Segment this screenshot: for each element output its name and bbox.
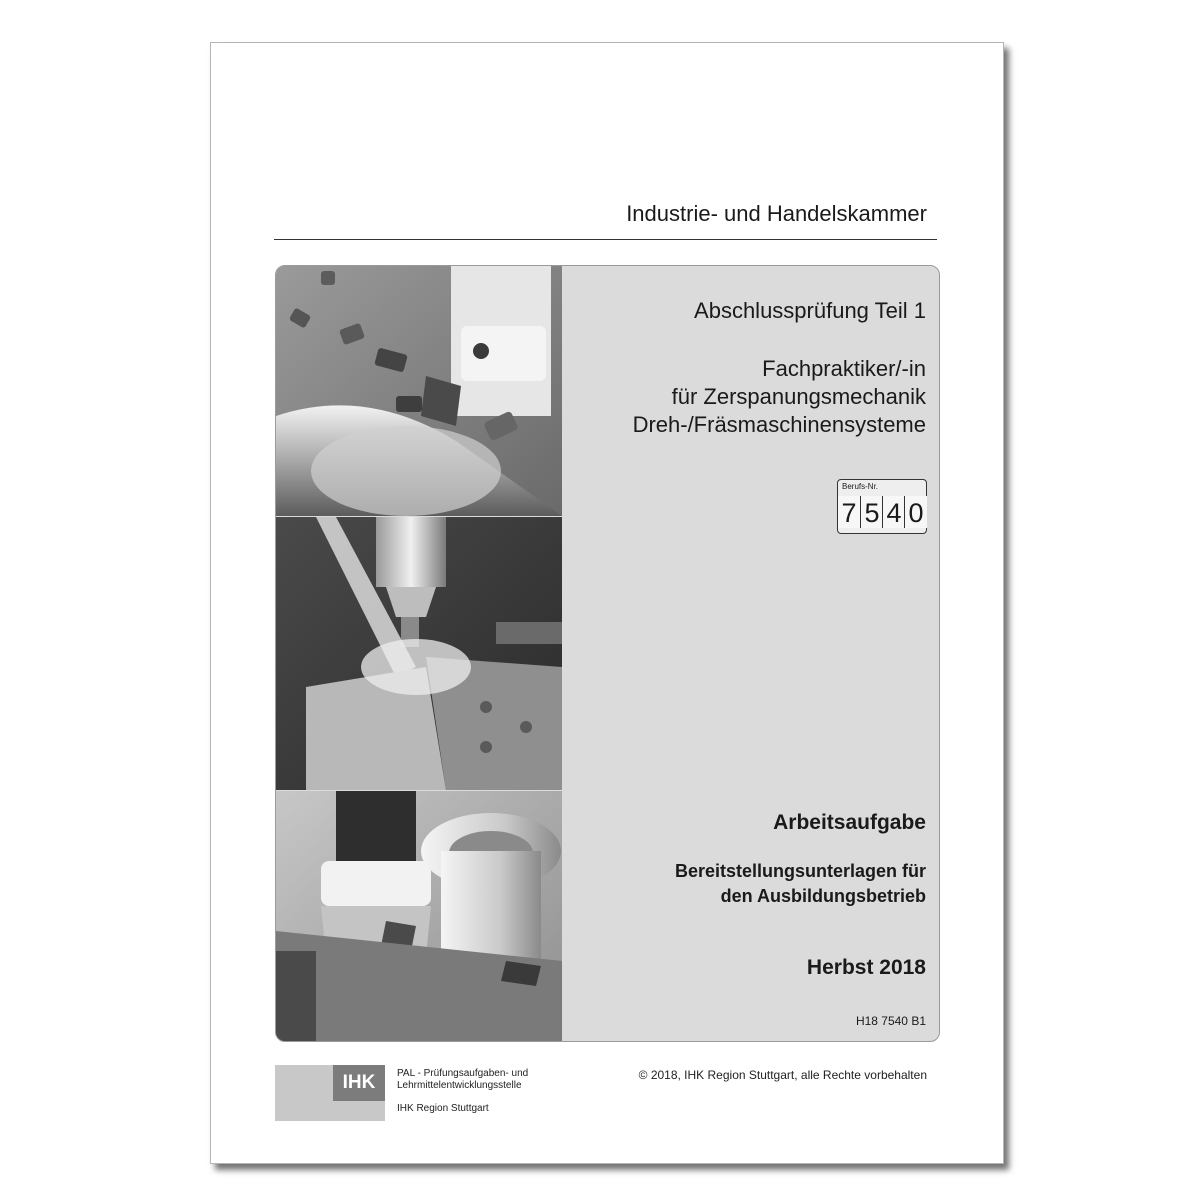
ihk-region: IHK Region Stuttgart [397,1103,489,1114]
berufs-nr-box [837,479,927,534]
exam-info-column [562,266,939,1041]
exam-title: Abschlussprüfung Teil 1 [694,298,926,323]
profession-specialty: Dreh-/Fräsmaschinensysteme [632,412,926,437]
profession-title-line1: Fachpraktiker/-in [762,356,926,381]
pal-name-line1: PAL - Prüfungsaufgaben- und [397,1068,529,1079]
face-mill-photo [276,791,562,1041]
pal-name-line2: Lehrmittelentwicklungsstelle [397,1080,522,1091]
cover-panel [275,265,940,1042]
turning-tool-photo [276,266,562,516]
task-description-line2: den Ausbildungsbetrieb [720,886,926,906]
berufs-nr-digit: 5 [860,496,883,528]
copyright-notice: © 2018, IHK Region Stuttgart, alle Rechte vorbehalten [638,1068,927,1082]
berufs-nr-digit: 7 [838,496,860,528]
berufs-nr-label: Berufs-Nr. [842,482,879,491]
milling-coolant-photo [276,517,562,790]
ihk-logo: IHK [333,1065,385,1101]
exam-season: Herbst 2018 [806,956,926,979]
berufs-nr-digit: 4 [882,496,905,528]
task-name: Arbeitsaufgabe [773,811,926,834]
berufs-nr-digit: 0 [904,496,927,528]
chamber-name: Industrie- und Handelskammer [626,201,927,226]
photo-column [276,266,562,1041]
exam-cover-page [210,42,1004,1164]
task-description-line1: Bereitstellungsunterlagen für [674,861,926,881]
document-code: H18 7540 B1 [855,1014,926,1028]
header-divider [274,239,937,240]
profession-title-line2: für Zerspanungsmechanik [671,384,926,409]
